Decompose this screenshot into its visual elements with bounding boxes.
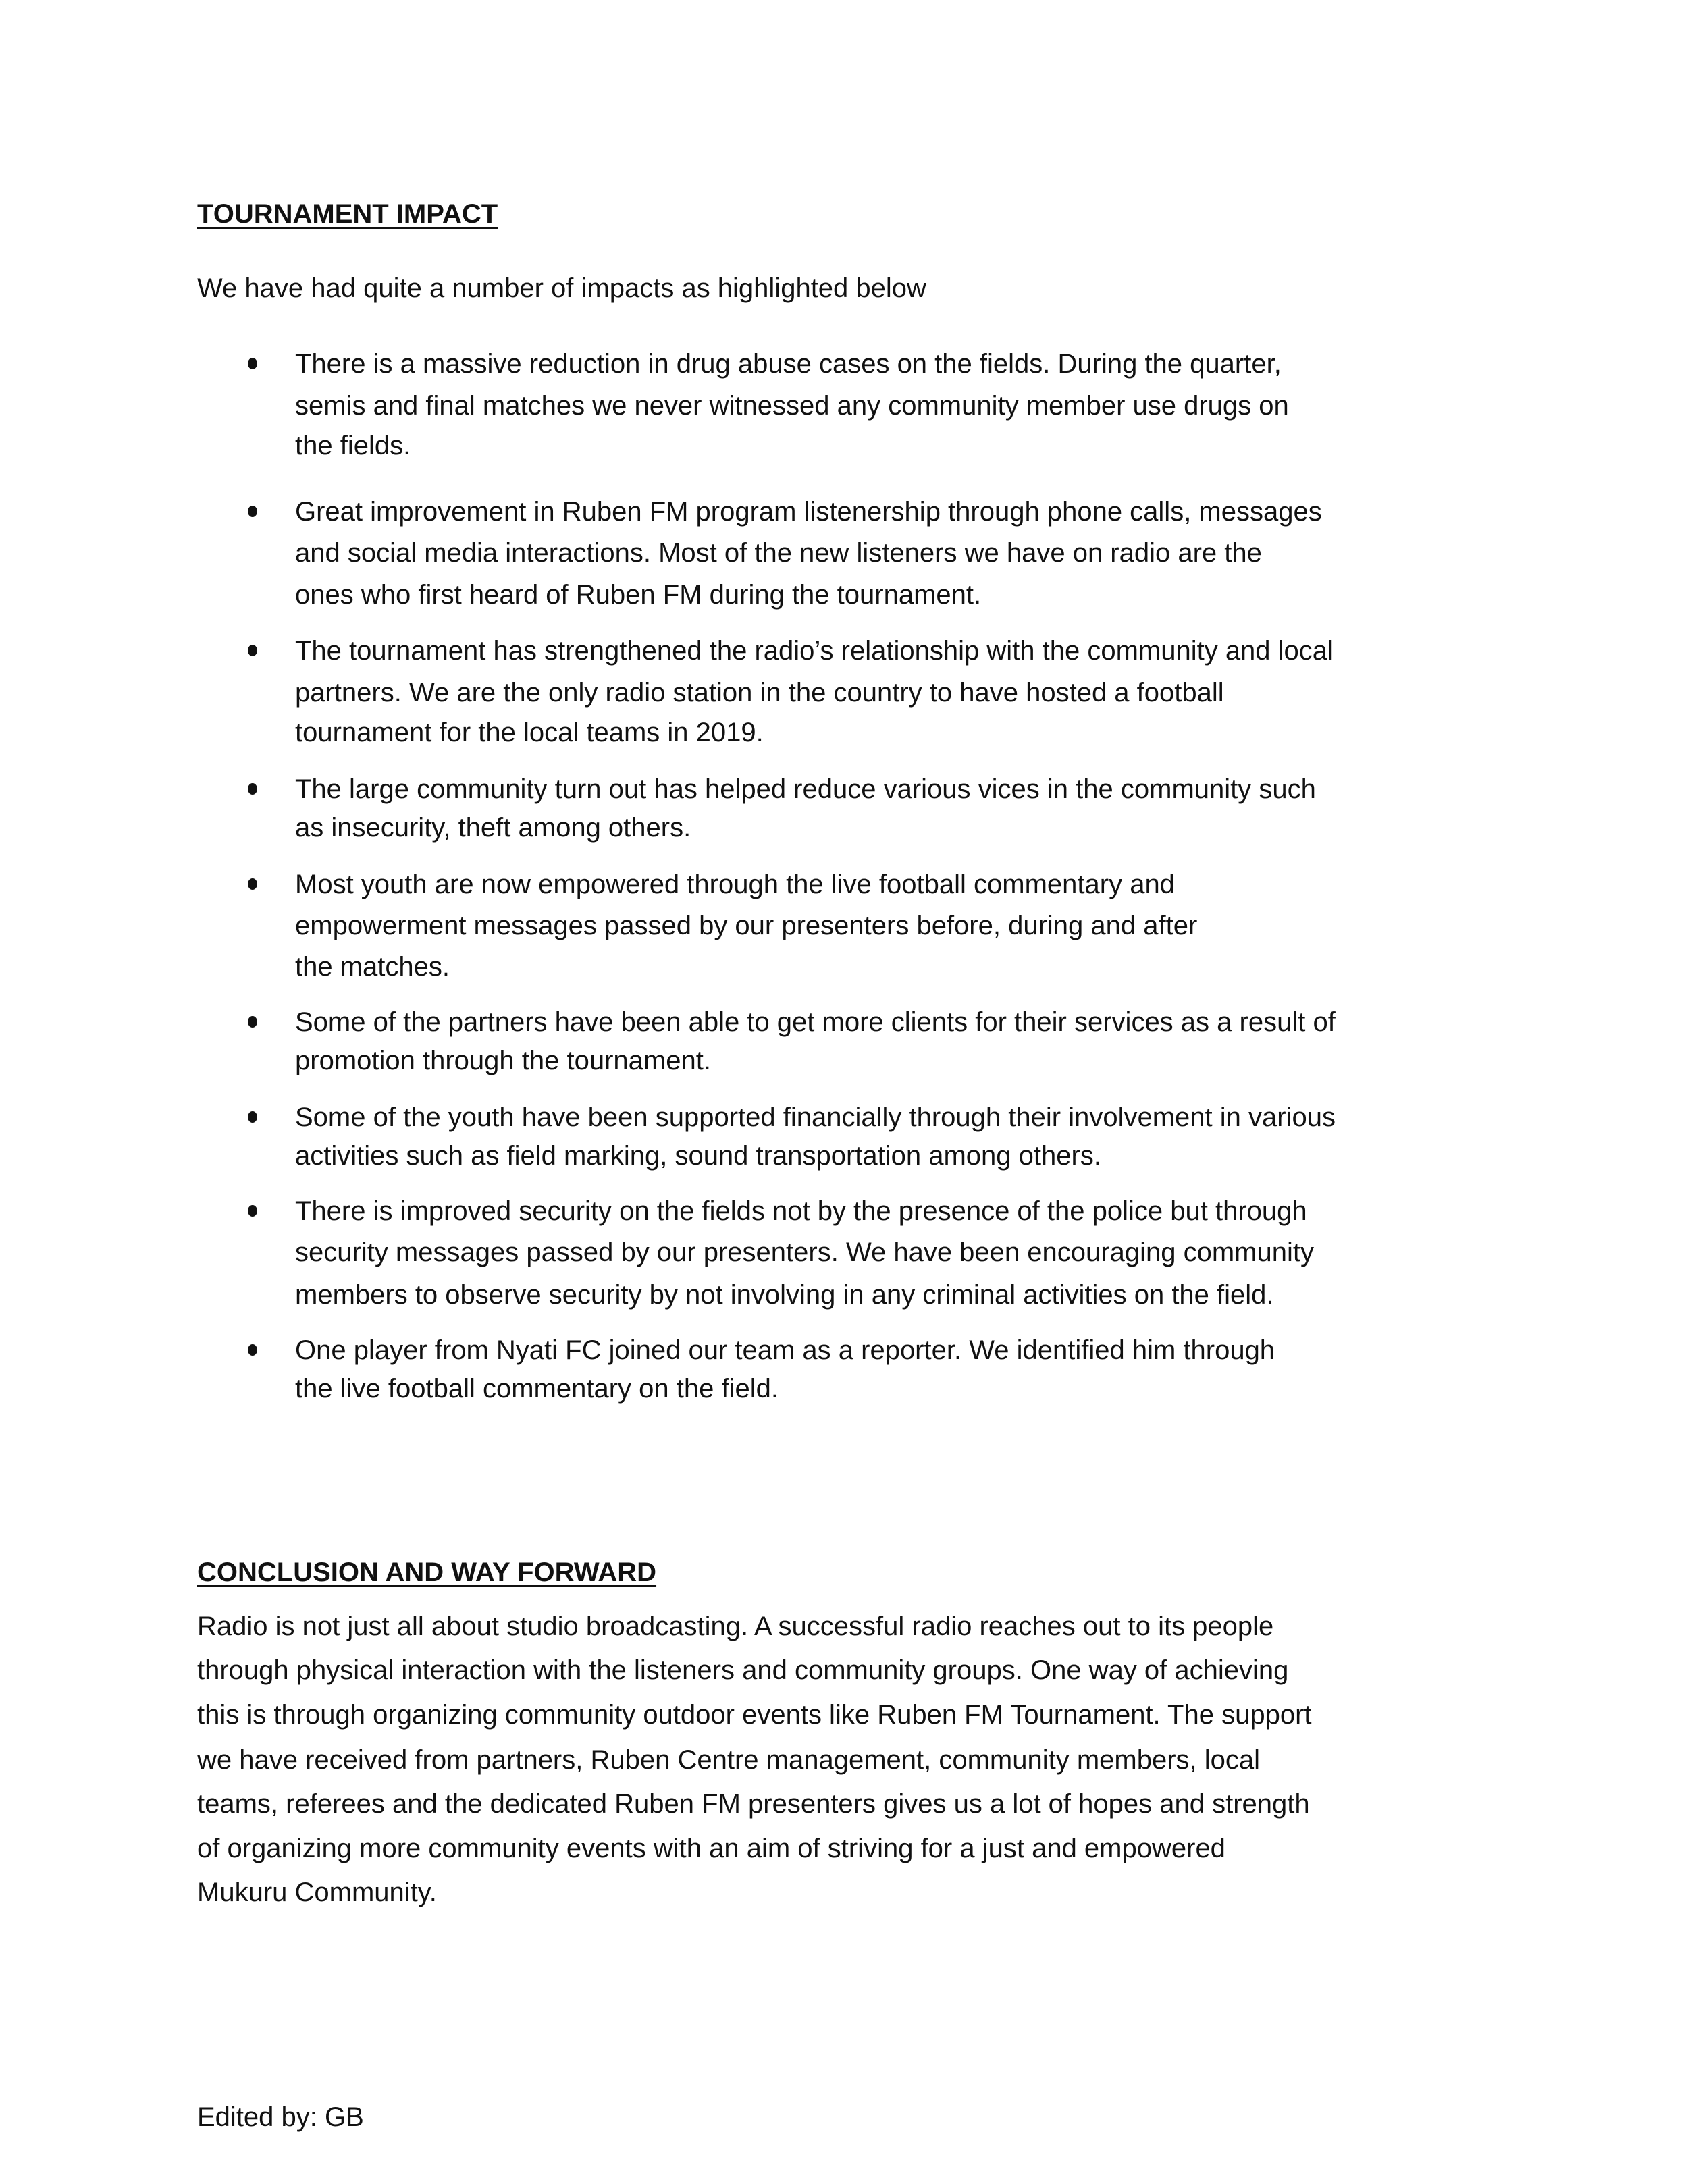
impact-intro: We have had quite a number of impacts as highlighted below xyxy=(197,273,926,303)
bullet-icon xyxy=(248,506,257,517)
bullet-icon xyxy=(248,1111,257,1123)
bullet-line: security messages passed by our presenters. We have been encouraging community xyxy=(295,1237,1314,1267)
bullet-icon xyxy=(248,783,257,795)
bullet-line: One player from Nyati FC joined our team as a reporter. We identified him through xyxy=(295,1335,1275,1365)
conclusion-line: this is through organizing community outdoor events like Ruben FM Tournament. The support xyxy=(197,1700,1312,1730)
bullet-line: the live football commentary on the field. xyxy=(295,1374,779,1404)
bullet-line: empowerment messages passed by our presenters before, during and after xyxy=(295,911,1198,940)
bullet-line: The tournament has strengthened the radio’s relationship with the community and local xyxy=(295,636,1334,666)
conclusion-line: through physical interaction with the listeners and community groups. One way of achieving xyxy=(197,1655,1289,1685)
conclusion-heading: CONCLUSION AND WAY FORWARD xyxy=(197,1557,657,1587)
conclusion-line: Radio is not just all about studio broadcasting. A successful radio reaches out to its people xyxy=(197,1612,1274,1641)
bullet-icon xyxy=(248,358,257,369)
conclusion-line: we have received from partners, Ruben Centre management, community members, local xyxy=(197,1745,1261,1775)
bullet-line: partners. We are the only radio station in the country to have hosted a football xyxy=(295,678,1224,708)
bullet-line: promotion through the tournament. xyxy=(295,1046,711,1075)
bullet-line: as insecurity, theft among others. xyxy=(295,813,691,843)
bullet-line: ones who first heard of Ruben FM during the tournament. xyxy=(295,580,982,610)
bullet-icon xyxy=(248,1344,257,1356)
conclusion-line: teams, referees and the dedicated Ruben FM presenters gives us a lot of hopes and strength xyxy=(197,1789,1310,1819)
bullet-line: tournament for the local teams in 2019. xyxy=(295,718,764,747)
bullet-line: and social media interactions. Most of the new listeners we have on radio are the xyxy=(295,538,1262,568)
bullet-line: Some of the youth have been supported financially through their involvement in various xyxy=(295,1102,1336,1132)
impact-heading: TOURNAMENT IMPACT xyxy=(197,199,498,229)
bullet-icon xyxy=(248,1205,257,1217)
conclusion-line: Mukuru Community. xyxy=(197,1877,437,1907)
bullet-line: activities such as field marking, sound transportation among others. xyxy=(295,1141,1101,1171)
bullet-line: Most youth are now empowered through the live football commentary and xyxy=(295,870,1175,899)
bullet-line: semis and final matches we never witnessed any community member use drugs on xyxy=(295,391,1289,421)
bullet-line: Great improvement in Ruben FM program listenership through phone calls, messages xyxy=(295,497,1322,527)
bullet-line: There is improved security on the fields not by the presence of the police but through xyxy=(295,1196,1307,1226)
bullet-line: Some of the partners have been able to get more clients for their services as a result of xyxy=(295,1007,1336,1037)
bullet-line: the fields. xyxy=(295,431,411,460)
edited-by: Edited by: GB xyxy=(197,2102,364,2132)
bullet-line: There is a massive reduction in drug abuse cases on the fields. During the quarter, xyxy=(295,349,1282,379)
bullet-line: The large community turn out has helped reduce various vices in the community such xyxy=(295,774,1316,804)
bullet-line: members to observe security by not involving in any criminal activities on the field. xyxy=(295,1280,1274,1310)
bullet-icon xyxy=(248,878,257,890)
bullet-icon xyxy=(248,1016,257,1028)
bullet-icon xyxy=(248,645,257,656)
bullet-line: the matches. xyxy=(295,952,450,982)
conclusion-line: of organizing more community events with an aim of striving for a just and empowered xyxy=(197,1834,1225,1863)
